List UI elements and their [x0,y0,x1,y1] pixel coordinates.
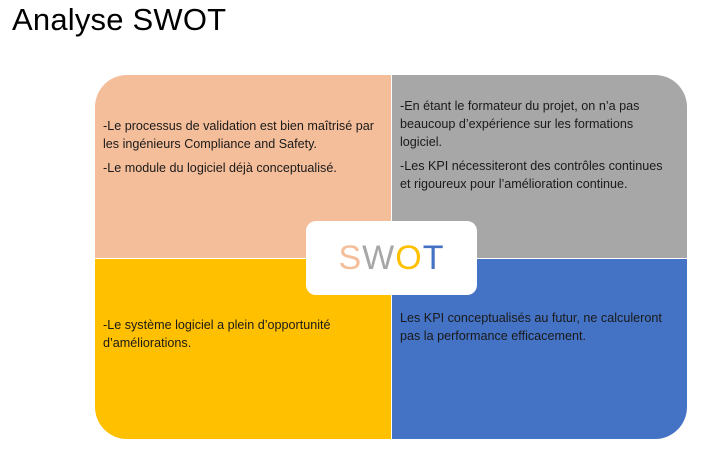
page-title: Analyse SWOT [12,2,227,37]
strengths-line: -Le processus de validation est bien maîtrisé par les ingénieurs Compliance and Safety. [103,119,374,151]
opportunities-line: -Le système logiciel a plein d’opportunité d’améliorations. [103,318,331,350]
weaknesses-line: -Les KPI nécessiteront des contrôles continues et rigoureux pour l’amélioration continue. [400,159,663,191]
weaknesses-line: -En étant le formateur du projet, on n’a pas beaucoup d’expérience sur les formations logiciel. [400,99,640,149]
threats-line: Les KPI conceptualisés au futur, ne calculeront pas la performance efficacement. [400,311,662,343]
swot-letter-t: T [422,238,445,277]
swot-letter-s: S [338,238,363,277]
swot-letter-w: W [362,238,396,277]
swot-letter-o: O [395,238,423,277]
swot-center-label [306,221,477,295]
strengths-line: -Le module du logiciel déjà conceptualisé. [103,161,337,175]
